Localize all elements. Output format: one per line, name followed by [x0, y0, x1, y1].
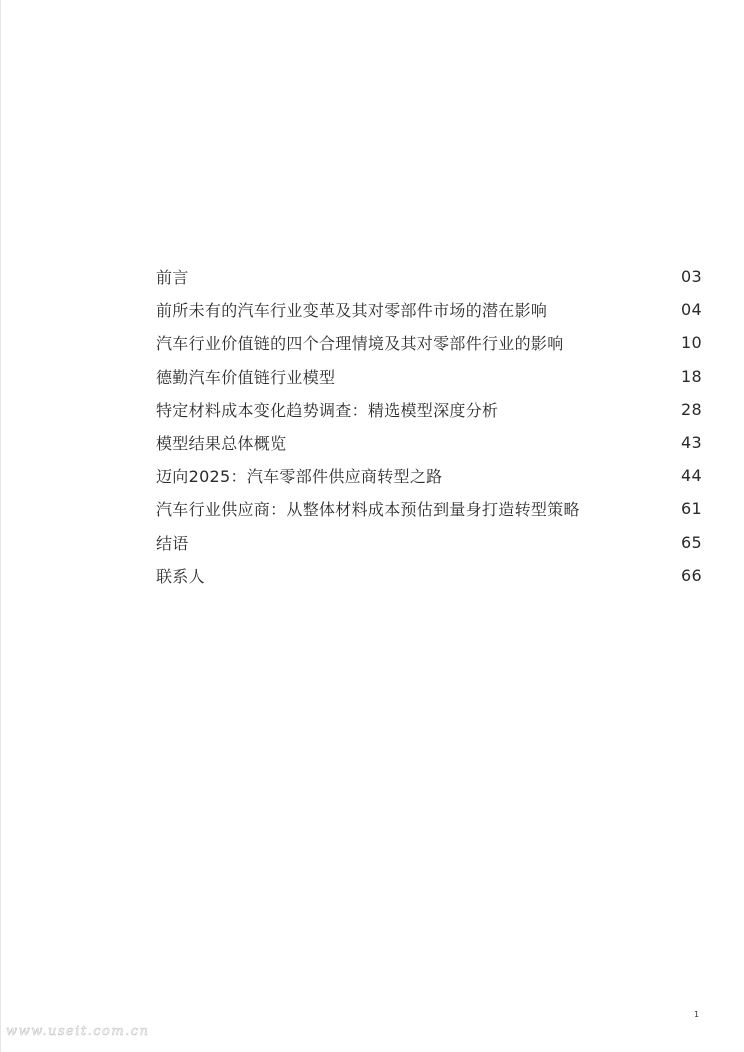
toc-entry-results-overview[interactable] — [156, 426, 702, 459]
toc-entry-deloitte-model[interactable] — [156, 360, 702, 393]
page-number: 1 — [694, 1010, 700, 1019]
toc-entry-title: 汽车行业供应商：从整体材料成本预估到量身打造转型策略 — [156, 500, 580, 520]
table-of-contents — [156, 260, 702, 592]
page-edge — [0, 0, 1, 1052]
toc-entry-page: 28 — [681, 399, 702, 419]
toc-entry-towards-2025[interactable] — [156, 459, 702, 492]
toc-entry-industry-change[interactable] — [156, 293, 702, 326]
toc-entry-supplier-strategy[interactable] — [156, 492, 702, 525]
toc-entry-title: 模型结果总体概览 — [156, 434, 287, 454]
toc-entry-conclusion[interactable] — [156, 526, 702, 559]
toc-entry-material-cost-survey[interactable] — [156, 393, 702, 426]
toc-entry-page: 65 — [681, 532, 702, 552]
watermark: www.useit.com.cn — [6, 1024, 150, 1039]
toc-entry-title: 特定材料成本变化趋势调查：精选模型深度分析 — [156, 400, 499, 420]
toc-entry-page: 43 — [681, 433, 702, 453]
toc-entry-four-scenarios[interactable] — [156, 326, 702, 359]
toc-entry-page: 66 — [681, 565, 702, 585]
toc-entry-page: 44 — [681, 466, 702, 486]
toc-entry-title: 汽车行业价值链的四个合理情境及其对零部件行业的影响 — [156, 334, 564, 354]
toc-entry-title: 德勤汽车价值链行业模型 — [156, 367, 336, 387]
toc-entry-title: 迈向2025：汽车零部件供应商转型之路 — [156, 467, 443, 487]
toc-entry-contacts[interactable] — [156, 559, 702, 592]
toc-entry-page: 18 — [681, 366, 702, 386]
toc-entry-preface[interactable] — [156, 260, 702, 293]
toc-entry-page: 04 — [681, 300, 702, 320]
toc-entry-title: 联系人 — [156, 566, 205, 586]
toc-entry-page: 61 — [681, 499, 702, 519]
toc-entry-title: 结语 — [156, 533, 189, 553]
toc-entry-page: 03 — [681, 267, 702, 287]
toc-entry-title: 前所未有的汽车行业变革及其对零部件市场的潜在影响 — [156, 301, 548, 321]
toc-entry-page: 10 — [681, 333, 702, 353]
toc-entry-title: 前言 — [156, 268, 189, 288]
